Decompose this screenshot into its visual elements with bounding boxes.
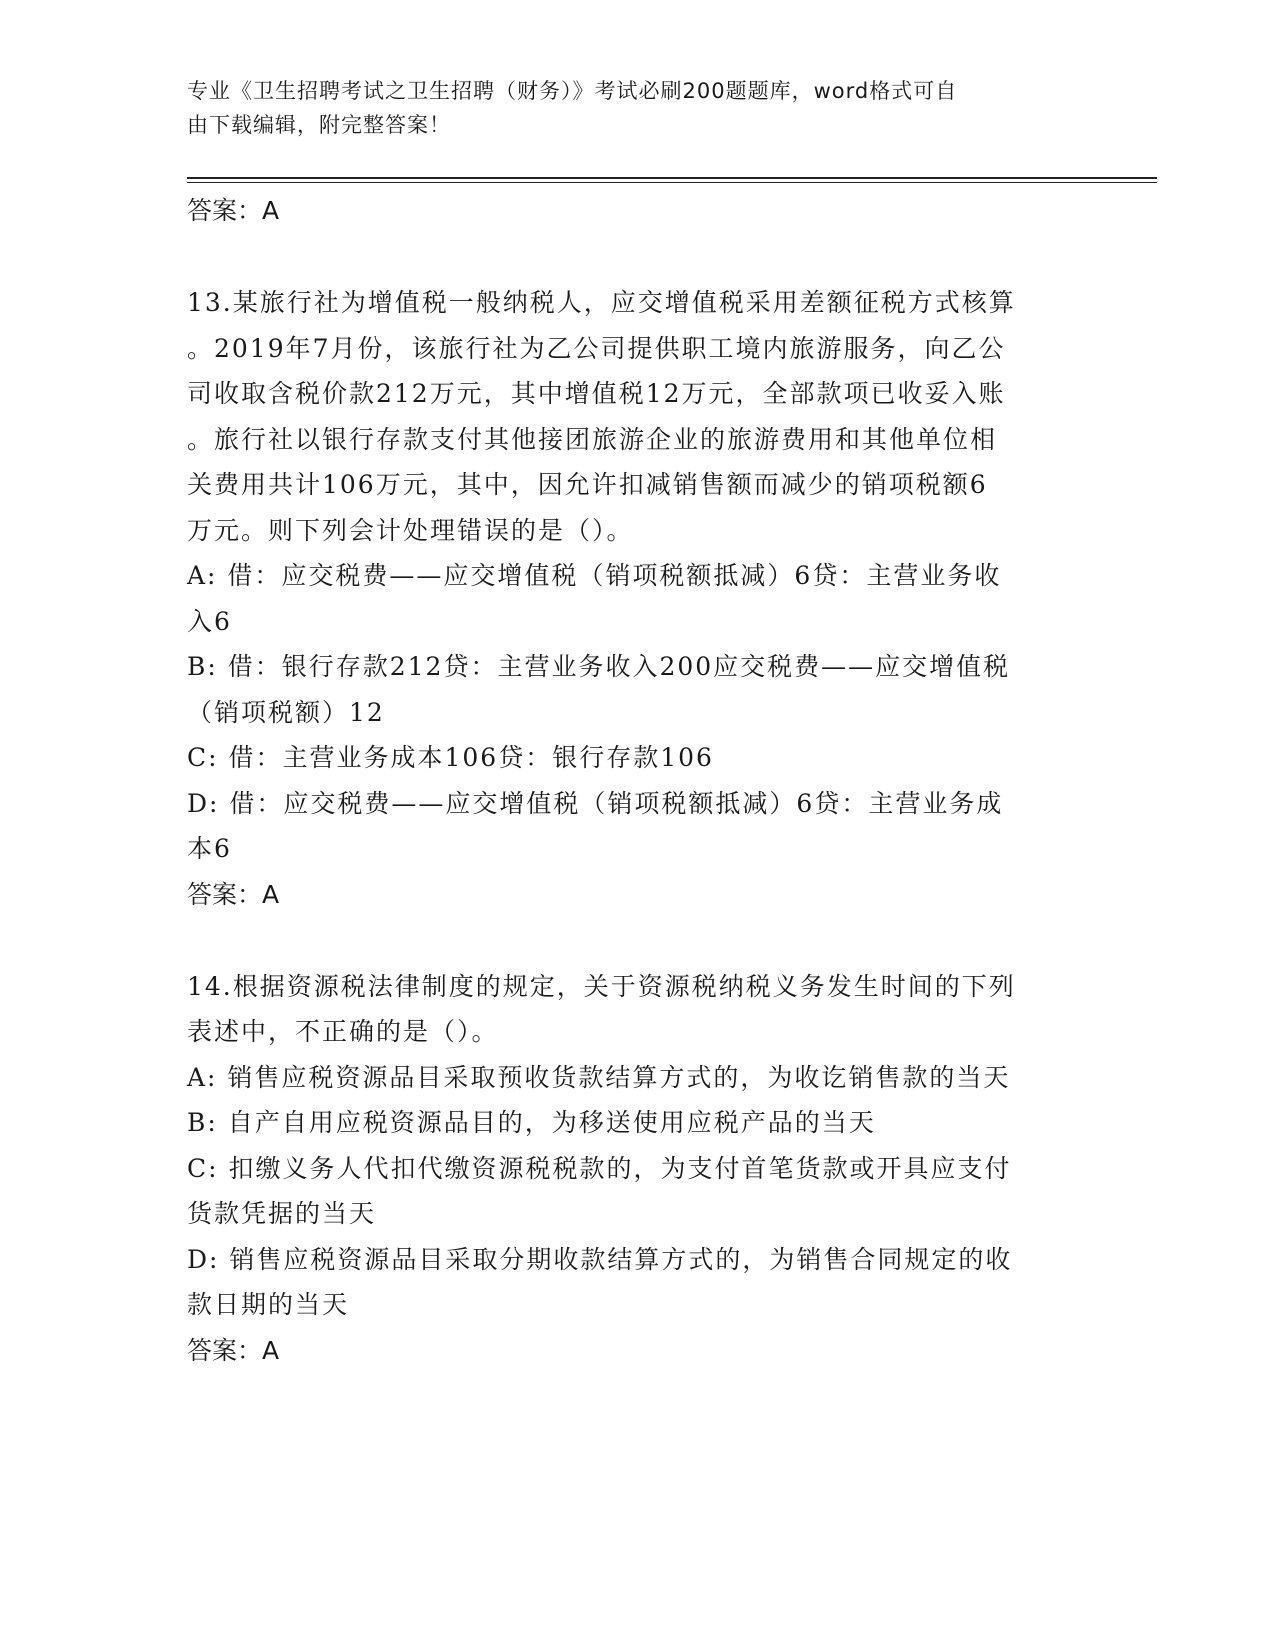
previous-answer: 答案：A <box>187 196 280 225</box>
question-line: 关费用共计106万元，其中，因允许扣减销售额而减少的销项税额6 <box>187 470 988 499</box>
question-13-answer: 答案：A <box>187 879 280 909</box>
question-14-answer: 答案：A <box>187 1335 280 1365</box>
question-line: 万元。则下列会计处理错误的是（）。 <box>187 515 634 545</box>
header-line-1: 专业《卫生招聘考试之卫生招聘（财务）》考试必刷200题题库，word格式可自 <box>187 79 958 103</box>
header-rule-thick <box>187 177 1157 179</box>
option-c: C: 扣缴义务人代扣代缴资源税税款的，为支付首笔货款或开具应支付 <box>187 1153 1012 1183</box>
question-line: 司收取含税价款212万元，其中增值税12万元，全部款项已收妥入账 <box>187 379 1006 408</box>
option-d-cont: 本6 <box>187 834 232 863</box>
question-line: 。2019年7月份，该旅行社为乙公司提供职工境内旅游服务，向乙公 <box>187 333 1006 363</box>
option-d: D: 借：应交税费——应交增值税（销项税额抵减）6贷：主营业务成 <box>187 788 1004 818</box>
option-b-cont: （销项税额）12 <box>187 697 385 727</box>
header-rule-thin <box>187 182 1157 183</box>
option-d: D: 销售应税资源品目采取分期收款结算方式的，为销售合同规定的收 <box>187 1244 1013 1274</box>
question-line: 表述中，不正确的是（）。 <box>187 1017 499 1046</box>
question-line: 。旅行社以银行存款支付其他接团旅游企业的旅游费用和其他单位相 <box>187 424 998 454</box>
option-a: A: 借：应交税费——应交增值税（销项税额抵减）6贷：主营业务收 <box>187 561 1002 590</box>
question-14 <box>187 964 1087 1374</box>
option-d-cont: 款日期的当天 <box>187 1290 350 1319</box>
option-c: C: 借：主营业务成本106贷：银行存款106 <box>187 743 714 772</box>
document-header <box>187 74 1087 142</box>
option-a: A: 销售应税资源品目采取预收货款结算方式的，为收讫销售款的当天 <box>187 1062 1011 1092</box>
page-content <box>187 188 1087 1374</box>
question-13 <box>187 280 1087 918</box>
question-line: 13.某旅行社为增值税一般纳税人，应交增值税采用差额征税方式核算 <box>187 288 1016 317</box>
question-line: 14.根据资源税法律制度的规定，关于资源税纳税义务发生时间的下列 <box>187 971 1016 1001</box>
option-c-cont: 货款凭据的当天 <box>187 1199 377 1228</box>
header-line-2: 由下载编辑，附完整答案！ <box>187 113 451 137</box>
option-b: B: 自产自用应税资源品目的，为移送使用应税产品的当天 <box>187 1108 876 1137</box>
option-b: B: 借：银行存款212贷：主营业务收入200应交税费——应交增值税 <box>187 652 1011 681</box>
option-a-cont: 入6 <box>187 606 232 636</box>
